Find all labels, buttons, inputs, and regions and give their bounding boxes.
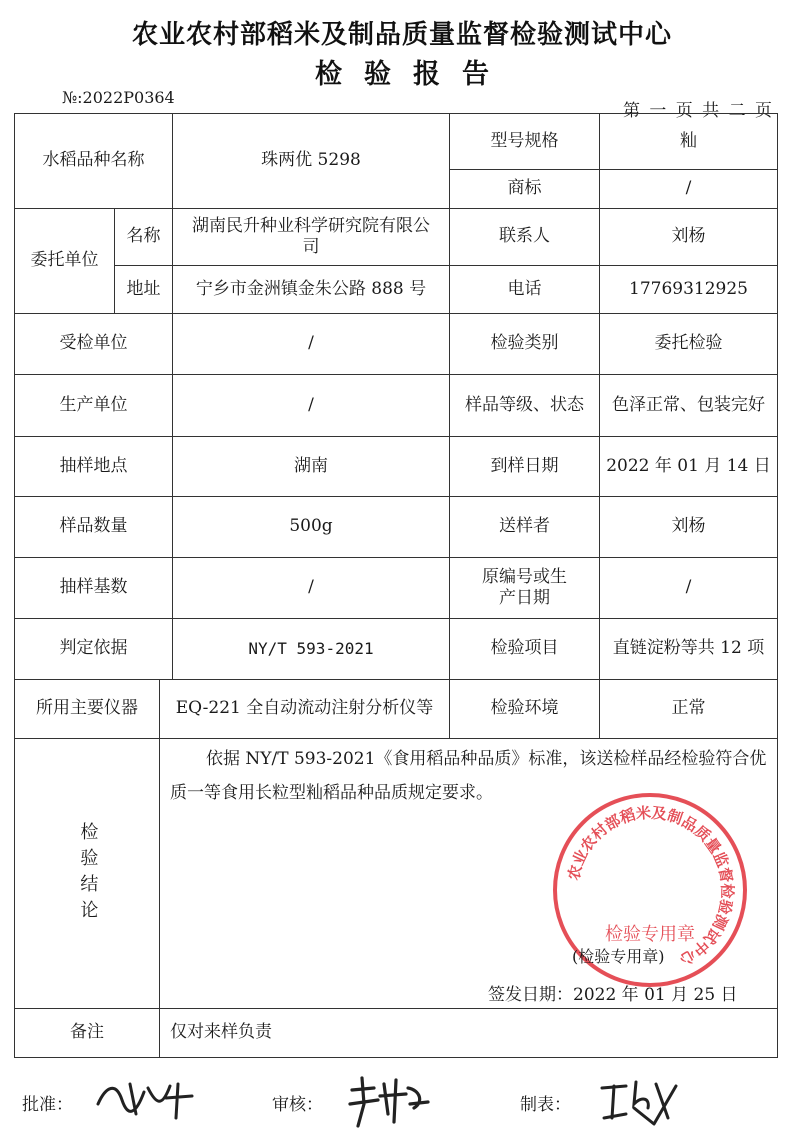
report-title: 农业农村部稻米及制品质量监督检验测试中心	[131, 20, 672, 50]
stamp-ring-text: 农业农村部稻米及制品质量监督检验测试中心	[564, 803, 737, 969]
basis-value: NY/T 593-2021	[172, 618, 450, 680]
producer-value: /	[172, 374, 450, 437]
prepare-signature	[596, 1074, 686, 1130]
phone-value: 17769312925	[599, 265, 778, 314]
sender-value: 刘杨	[599, 496, 778, 558]
grade-value: 色泽正常、包装完好	[599, 374, 778, 437]
arrival-value: 2022 年 01 月 14 日	[599, 436, 778, 497]
variety-value: 珠两优 5298	[172, 113, 450, 209]
inspected-label: 受检单位	[14, 313, 173, 375]
remark-value: 仅对来样负责	[159, 1008, 778, 1058]
phone-label: 电话	[449, 265, 600, 314]
orig-label: 原编号或生产日期	[449, 557, 600, 619]
stamp-caption: (检验专用章)	[572, 947, 665, 966]
client-name-label: 名称	[114, 208, 173, 266]
client-label: 委托单位	[14, 208, 115, 314]
quantity-value: 500g	[172, 496, 450, 558]
category-value: 委托检验	[599, 313, 778, 375]
arrival-label: 到样日期	[449, 436, 600, 497]
conclusion-label	[14, 738, 160, 1009]
variety-label: 水稻品种名称	[14, 113, 173, 209]
brand-label: 商标	[449, 169, 600, 209]
prepare-label: 制表：	[520, 1095, 571, 1115]
model-value: 籼	[599, 113, 778, 170]
grade-label: 样品等级、状态	[449, 374, 600, 437]
orig-value: /	[599, 557, 778, 619]
client-name-value: 湖南民升种业科学研究院有限公司	[172, 208, 450, 266]
issue-date: 签发日期：2022 年 01 月 25 日	[488, 985, 738, 1005]
conclusion-text: 依据 NY/T 593-2021《食用稻品种品质》标准，该送检样品经检验符合优质一等食用长粒型籼稻品种品质规定要求。	[170, 749, 767, 803]
client-addr-value: 宁乡市金洲镇金朱公路 888 号	[172, 265, 450, 314]
approve-signature	[92, 1074, 202, 1124]
category-label: 检验类别	[449, 313, 600, 375]
sender-label: 送样者	[449, 496, 600, 558]
brand-value: /	[599, 169, 778, 209]
remark-label: 备注	[14, 1008, 160, 1058]
instrument-value: EQ-221 全自动流动注射分析仪等	[159, 679, 450, 739]
base-label: 抽样基数	[14, 557, 173, 619]
inspected-value: /	[172, 313, 450, 375]
stamp-center-text: 检验专用章	[605, 924, 695, 945]
review-label: 审核：	[272, 1095, 323, 1115]
instrument-label: 所用主要仪器	[14, 679, 160, 739]
report-number: №:2022P0364	[62, 88, 175, 107]
basis-label: 判定依据	[14, 618, 173, 680]
env-label: 检验环境	[449, 679, 600, 739]
review-signature	[344, 1074, 434, 1130]
base-value: /	[172, 557, 450, 619]
quantity-label: 样品数量	[14, 496, 173, 558]
conclusion-label-text: 检验结论	[77, 821, 99, 926]
client-addr-label: 地址	[114, 265, 173, 314]
env-value: 正常	[599, 679, 778, 739]
items-value: 直链淀粉等共 12 项	[599, 618, 778, 680]
page-info: 第 一 页 共 二 页	[622, 101, 774, 121]
report-subtitle: 检验报告	[315, 59, 511, 90]
location-value: 湖南	[172, 436, 450, 497]
producer-label: 生产单位	[14, 374, 173, 437]
items-label: 检验项目	[449, 618, 600, 680]
location-label: 抽样地点	[14, 436, 173, 497]
contact-label: 联系人	[449, 208, 600, 266]
model-label: 型号规格	[449, 113, 600, 170]
approve-label: 批准：	[22, 1095, 73, 1115]
contact-value: 刘杨	[599, 208, 778, 266]
